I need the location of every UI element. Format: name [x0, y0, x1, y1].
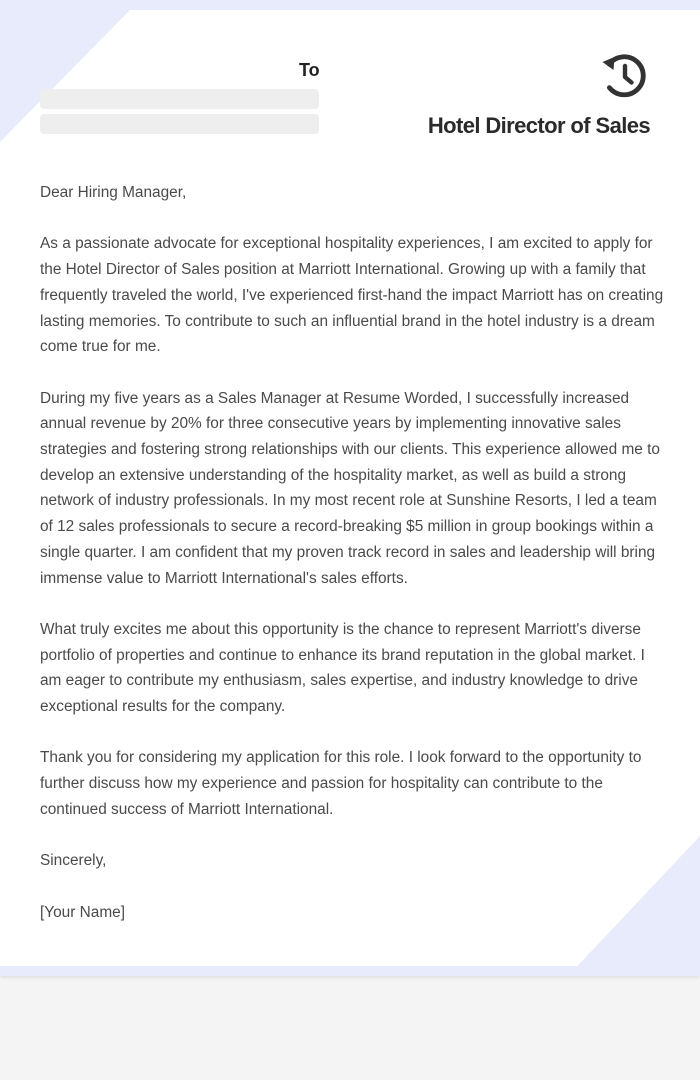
signature: [Your Name]	[40, 903, 125, 921]
letter-paragraph: What truly excites me about this opportunity is the chance to represent Marriott's diverse portfolio of properties and continue to enhance its brand reputation in the global market. I am eager to contribute my enthusiasm, sales expertise, and industry knowledge to drive exceptional results for the company.	[40, 620, 645, 716]
top-accent-strip	[0, 0, 700, 10]
letter-body	[40, 180, 665, 925]
salutation: Dear Hiring Manager,	[40, 184, 187, 201]
recipient-to-label: To	[299, 60, 320, 80]
history-clock-icon	[600, 51, 650, 101]
letter-paragraph: During my five years as a Sales Manager at Resume Worded, I successfully increased annual revenue by 20% for three consecutive years by implementing innovative sales strategies and fostering strong relationships with our clients. This experience allowed me to develop an extensive understanding of the hospitality market, as well as build a strong network of industry professionals. In my most recent role at Sunshine Resorts, I led a team of 12 sales professionals to secure a record-breaking $5 million in group bookings within a single quarter. I am confident that my proven track record in sales and leadership will bring immense value to Marriott International's sales efforts.	[40, 389, 660, 587]
recipient-address-line-2	[40, 114, 319, 134]
letter-page	[0, 10, 700, 976]
letter-paragraph: Thank you for considering my application for this role. I look forward to the opportunity to further discuss how my experience and passion for hospitality can contribute to the continued success of Marriott International.	[40, 749, 642, 818]
letter-paragraph: As a passionate advocate for exceptional hospitality experiences, I am excited to apply for the Hotel Director of Sales position at Marriott International. Growing up with a family that frequently traveled the world, I've experienced first-hand the impact Marriott has on creating lasting memories. To contribute to such an influential brand in the hotel industry is a dream come true for me.	[40, 235, 664, 356]
job-title: Hotel Director of Sales	[427, 113, 650, 138]
recipient-address-line-1	[40, 89, 319, 109]
closing: Sincerely,	[40, 852, 107, 870]
bottom-accent-strip	[0, 966, 700, 976]
